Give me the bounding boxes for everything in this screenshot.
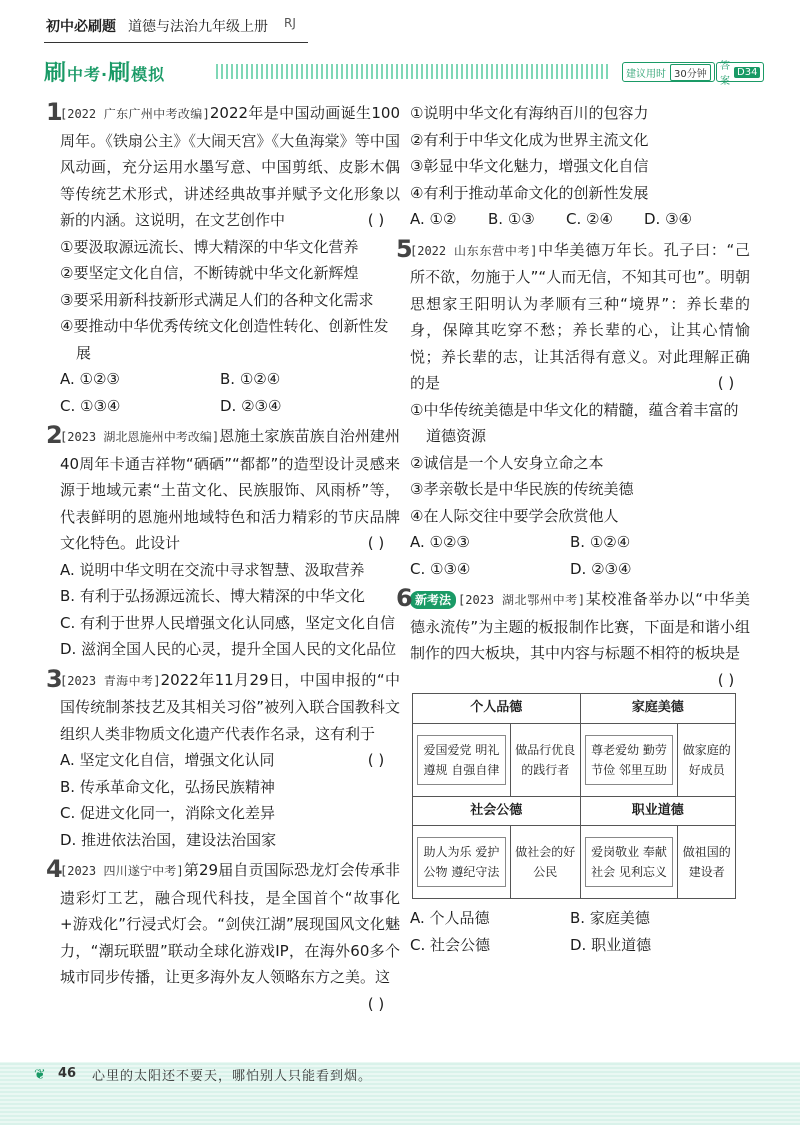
question-stem: [2022 广东广州中考改编]2022年是中国动画诞生100周年。《铁扇公主》《大闹天宫》《大鱼海棠》等中国风动画，充分运用水墨写意、中国剪纸、皮影木偶等传统艺术形式，讲述经典故事并赋予文化形象以新的内涵。这说明，在文艺创作中 ( ) [60,100,400,234]
choice-c[interactable]: C. 有利于世界人民增强文化认同感，坚定文化自信 [60,613,396,632]
section-title: 刷中考·刷模拟 [44,61,166,86]
board-slogan: 做品行优良的践行者 [510,723,580,796]
choice-c[interactable]: C. 社会公德 [410,935,491,954]
choice-b[interactable]: B. ①③ [488,210,535,228]
statement-item: ③要采用新科技新形式满足人们的各种文化需求 [60,290,374,309]
choice-b[interactable]: B. 家庭美德 [570,909,650,927]
choice-row [60,366,400,393]
choice-d[interactable]: D. 滋润全国人民的心灵，提升全国人民的文化品位 [60,640,397,658]
choice-d[interactable]: D. ③④ [644,210,692,228]
answer-ref-badge: 答案 D34 [716,62,764,82]
statement-item: ①说明中华文化有海纳百川的包容力 [410,104,649,122]
choice-d[interactable]: D. 职业道德 [570,935,652,954]
choice-a[interactable]: A. ①②③ [60,370,120,388]
question-source: [2023 湖北鄂州中考] [458,593,586,607]
question-stem: [2023 湖北恩施州中考改编]恩施土家族苗族自治州建州40周年卡通吉祥物“硒硒”“都都”的造型设计灵感来源于地域元素“土苗文化、民族服饰、风雨桥”等，代表鲜明的恩施州地域特色和活力精彩的节庆品牌文化特色。此设计 ( ) [60,423,400,557]
leaf-icon: ❦ [34,1067,46,1083]
suggested-time-badge: 建议用时 30分钟 [622,62,715,82]
answer-blank: ( ) [717,374,735,392]
statement-item: ③彰显中华文化魅力，增强文化自信 [410,157,649,175]
board-slogan: 做社会的好公民 [510,826,580,899]
board-table [412,693,736,899]
choice-b[interactable]: B. ①②④ [220,370,281,388]
choice-a[interactable]: A. 说明中华文明在交流中寻求智慧、汲取营养 [60,560,365,579]
choice-c[interactable]: C. ①③④ [60,396,121,415]
question-4-start [46,855,400,1013]
banner-stripes [216,64,611,79]
statement-item: ①中华传统美德是中华文化的精髓，蕴含着丰富的道德资源 [410,400,739,445]
choice-d[interactable]: D. 推进依法治国，建设法治国家 [60,830,277,849]
board-title: 家庭美德 [580,694,735,724]
board-content: 助人为乐 爱护公物 遵纪守法 [417,837,506,887]
choice-a[interactable]: A. 坚定文化自信，增强文化认同 [60,751,275,769]
statement-item: ①要汲取源远流长、博大精深的中华文化营养 [60,237,359,256]
choice-c[interactable]: C. 促进文化同一，消除文化差异 [60,804,276,822]
section-banner [44,56,758,87]
statement-item: ②诚信是一个人安身立命之本 [410,453,604,472]
question-stem: [2023 四川遂宁中考]第29届自贡国际恐龙灯会传承非遗彩灯工艺，融合现代科技，是全国首个“故事化+游戏化”行浸式灯会。“剑侠江湖”展现国风文化魅力，“潮玩联盟”联动全球化游戏IP，在海外60多个城市同步传播，让更多海外友人领略东方之美。这 ( ) [60,857,400,991]
answer-blank: ( ) [367,751,385,769]
board-title: 职业道德 [580,796,735,826]
statement-item: ④要推动中华优秀传统文化创造性转化、创新性发展 [60,317,389,362]
statement-item: ④在人际交往中要学会欣赏他人 [410,506,619,525]
suggested-time-value: 30分钟 [670,64,711,81]
choice-c[interactable]: C. ①③④ [410,559,471,578]
question-6 [396,584,750,958]
choice-row [410,529,750,556]
question-number: 5 [396,234,413,263]
question-source: [2022 山东东营中考] [410,243,538,258]
footer-motto: 心里的太阳还不要天，哪怕别人只能看到烟。 [92,1069,373,1084]
subject-name: 道德与法治九年级上册 [128,19,268,35]
question-number: 1 [46,98,63,126]
statement-item: ②要坚定文化自信，不断铸就中华文化新辉煌 [60,264,359,282]
question-source: [2023 四川遂宁中考] [60,864,184,878]
choice-b[interactable]: B. ①②④ [570,533,631,551]
choice-a[interactable]: A. ①②③ [410,533,470,551]
question-3 [46,664,400,854]
question-number: 4 [46,855,63,883]
edition-label: RJ [284,16,296,30]
new-method-badge: 新考法 [410,591,456,609]
running-header [0,0,800,40]
question-number: 2 [46,421,63,449]
question-source: [2022 广东广州中考改编] [60,107,210,121]
series-name: 初中必刷题 [46,19,116,35]
question-stem: [2022 山东东营中考]中华美德万年长。孔子曰：“己所不欲，勿施于人”“人而无信，不知其可也”。明朝思想家王阳明认为孝顺有三种“境界”：养长辈的身，保障其吃穿不愁；养长辈的心，让其心情愉悦；养长辈的志，让其活得有意义。对此理解正确的是 ( ) [410,237,750,397]
question-5 [396,234,750,583]
answer-blank: ( ) [367,211,385,229]
answer-blank: ( ) [367,534,385,552]
answer-blank: ( ) [717,670,735,689]
question-source: [2023 湖北恩施州中考改编] [60,430,220,444]
statement-item: ②有利于中华文化成为世界主流文化 [410,130,649,149]
answer-blank: ( ) [367,994,385,1013]
board-slogan: 做祖国的建设者 [678,826,736,899]
answer-code: D34 [734,67,760,78]
question-number: 6 [396,584,413,612]
choice-row [410,556,750,583]
choice-c[interactable]: C. ②④ [566,210,613,228]
choice-b[interactable]: B. 有利于弘扬源远流长、博大精深的中华文化 [60,587,365,605]
choice-row [410,905,750,932]
choice-row [410,932,750,959]
board-content: 爱国爱党 明礼遵规 自强自律 [417,735,506,785]
right-column [396,100,750,962]
question-2 [46,421,400,663]
board-content: 爱岗敬业 奉献社会 见利忘义 [585,837,674,887]
question-stem: [2023 青海中考]2022年11月29日，中国申报的“中国传统制茶技艺及其相关习俗”被列入联合国教科文组织人类非物质文化遗产代表作名录，这有利于 ( ) [60,667,400,748]
statement-item: ④有利于推动革命文化的创新性发展 [410,183,649,202]
choice-row [60,393,400,420]
question-4-cont [410,100,750,233]
page-number: 46 [58,1066,77,1081]
board-slogan: 做家庭的好成员 [678,723,736,796]
page-footer [0,1062,800,1125]
choice-a[interactable]: A. ①② [410,210,457,228]
choice-b[interactable]: B. 传承革命文化，弘扬民族精神 [60,777,275,796]
question-number: 3 [46,664,63,693]
question-stem: 新考法 [2023 湖北鄂州中考]某校准备举办以“中华美德永流传”为主题的板报制作比赛，下面是和谐小组制作的四大板块，其中内容与标题不相符的板块是 ( ) [410,586,750,667]
question-1 [46,98,401,419]
left-column [46,98,401,1017]
choice-d[interactable]: D. ②③④ [570,559,632,578]
question-source: [2023 青海中考] [60,673,161,688]
board-title: 个人品德 [413,694,581,724]
board-title: 社会公德 [413,796,581,826]
choice-d[interactable]: D. ②③④ [220,396,282,415]
choice-a[interactable]: A. 个人品德 [410,909,490,927]
header-rule [44,42,308,43]
board-content: 尊老爱幼 勤劳节俭 邻里互助 [585,735,674,785]
choice-row [410,206,750,233]
statement-item: ③孝亲敬长是中华民族的传统美德 [410,480,634,498]
